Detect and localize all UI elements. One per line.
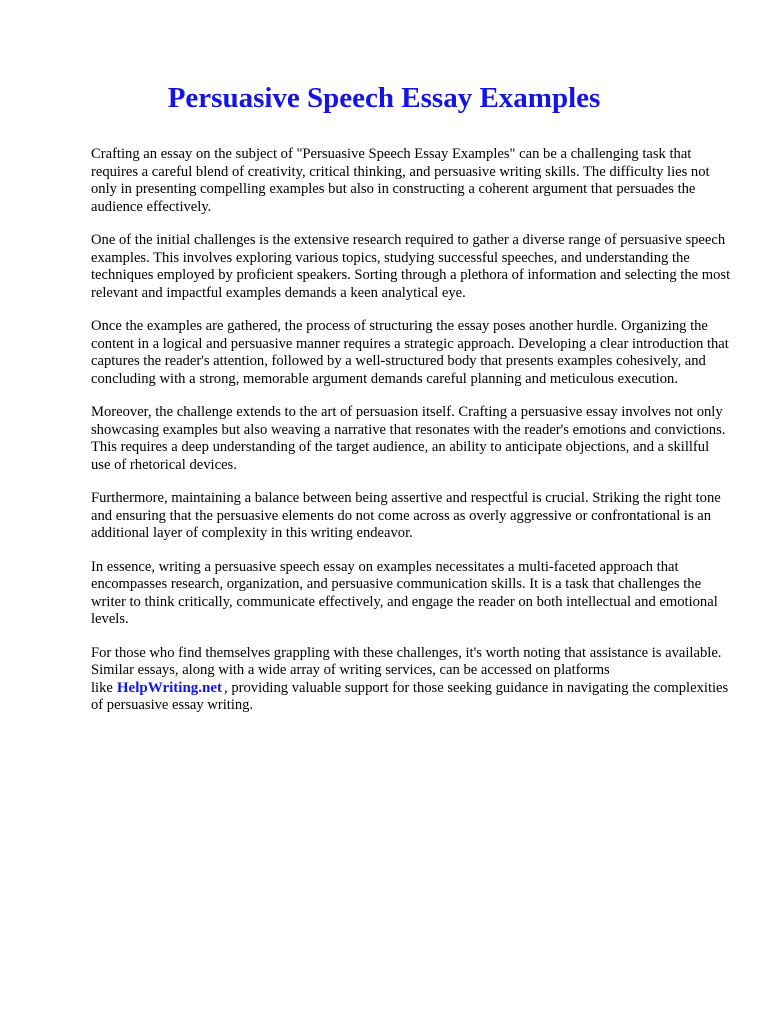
paragraph-5: Furthermore, maintaining a balance between being assertive and respectful is crucial. Striking the right tone and ensuring that the persuasive elements do not come across as overly aggressive or confrontational is an additional layer of complexity in this writing endeavor.	[91, 490, 721, 541]
paragraph-2: One of the initial challenges is the extensive research required to gather a diverse range of persuasive speech examples. This involves exploring various topics, studying successful speeches, and understanding the techniques employed by proficient speakers. Sorting through a plethora of information and selecting the most relevant and impactful examples demands a keen analytical eye.	[91, 232, 731, 301]
helpwriting-link[interactable]: HelpWriting.net	[116, 679, 223, 696]
paragraph-7	[91, 645, 731, 715]
document-body	[91, 146, 731, 731]
paragraph-7-after-link: , providing valuable support for those seeking guidance in navigating the complexities of persuasive essay writing.	[91, 679, 729, 713]
paragraph-3: Once the examples are gathered, the process of structuring the essay poses another hurdle. Organizing the content in a logical and persuasive manner requires a strategic approach. Developing a clear introduction that captures the reader's attention, followed by a well-structured body that presents examples cohesively, and concluding with a strong, memorable argument demands careful planning and meticulous execution.	[91, 318, 729, 387]
page-title: Persuasive Speech Essay Examples	[167, 82, 601, 114]
paragraph-6: In essence, writing a persuasive speech essay on examples necessitates a multi-faceted approach that encompasses research, organization, and persuasive communication skills. It is a task that challenges the writer to think critically, communicate effectively, and engage the reader on both intellectual and emotional levels.	[91, 558, 718, 627]
paragraph-4: Moreover, the challenge extends to the art of persuasion itself. Crafting a persuasive essay involves not only showcasing examples but also weaving a narrative that resonates with the reader's emotions and convictions. This requires a deep understanding of the target audience, an ability to anticipate objections, and a skillful use of rhetorical devices.	[91, 404, 726, 473]
paragraph-7-before-link: For those who find themselves grappling with these challenges, it's worth noting that assistance is available. Similar essays, along with a wide array of writing services, can be accessed on platforms like	[91, 644, 722, 696]
paragraph-1: Crafting an essay on the subject of "Persuasive Speech Essay Examples" can be a challenging task that requires a careful blend of creativity, critical thinking, and persuasive writing skills. The difficulty lies not only in presenting compelling examples but also in constructing a coherent argument that persuades the audience effectively.	[91, 146, 710, 215]
